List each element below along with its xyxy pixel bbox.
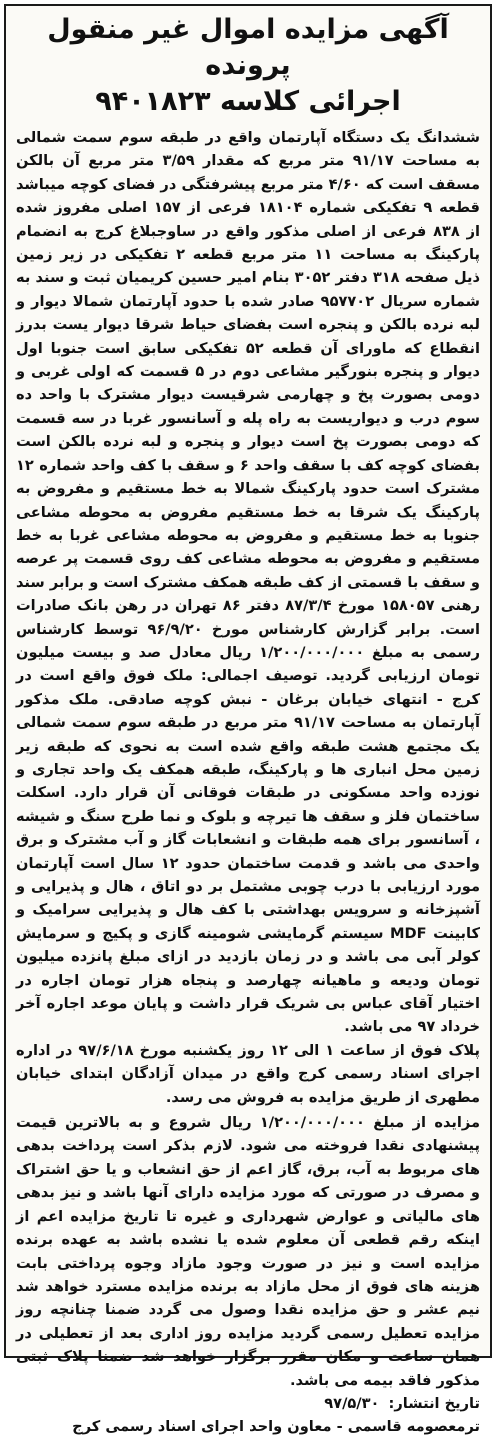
publish-date-label: تاریخ انتشار: <box>388 1394 480 1412</box>
notice-title: آگهی مزایده اموال غیر منقول پرونده <box>47 14 449 81</box>
case-number-title: اجرائی کلاسه ۹۴۰۱۸۲۳ <box>95 86 401 117</box>
publish-date: ۹۷/۵/۳۰ <box>324 1394 380 1412</box>
auction-notice <box>4 4 492 1436</box>
auction-time-paragraph: پلاک فوق از ساعت ۱ الی ۱۲ روز یکشنبه مورخ ۹۷/۶/۱۸ در اداره اجرای اسناد رسمی کرج واقع در میدان آزادگان ابتدای خیابان مطهری از طریق مزایده به فروش می رسد. <box>16 1041 480 1106</box>
publish-date-row <box>16 1392 480 1415</box>
notice-footer <box>6 1392 490 1439</box>
notice-body <box>6 124 490 1392</box>
auction-terms-paragraph: مزایده از مبلغ ۱/۲۰۰/۰۰۰/۰۰۰ ریال شروع و به بالاترین قیمت پیشنهادی نقدا فروخته می شود. لازم بذکر است پرداخت بدهی های مربوط به آب، برق، گاز اعم از حق انشعاب و یا حق اشتراک و مصرف در صورتی که مورد مزایده دارای آنها باشد و نیز بدهی های مالیاتی و عوارض شهرداری و غیره تا تاریخ مزایده اعم از اینکه رقم قطعی آن معلوم شده یا نشده باشد به عهده برنده مزایده است و نیز در صورت وجود مازاد وجوه پرداختی بابت هزینه های فوق از محل مازاد به برنده مزایده مسترد خواهد شد نیم عشر و حق مزایده نقدا وصول می گردد ضمنا چنانچه روز مزایده تعطیل رسمی گردید مزایده روز اداری بعد از تعطیلی در همان ساعت و مکان مقرر برگزار خواهد شد ضمنا پلاک ثبتی مذکور فاقد بیمه می باشد. <box>16 1114 480 1389</box>
notice-header <box>6 6 490 124</box>
signature-line: ترمعصومه قاسمی - معاون واحد اجرای اسناد رسمی کرج <box>72 1418 480 1436</box>
property-description-paragraph: ششدانگ یک دستگاه آپارتمان واقع در طبقه سوم سمت شمالی به مساحت ۹۱/۱۷ متر مربع که مقدار ۳/۵۹ متر مربع آن بالکن مسقف است که ۴/۶۰ متر مربع پیشرفتگی در فضای کوچه میباشد قطعه ۹ تفکیکی شماره ۱۸۱۰۴ فرعی از ۱۵۷ اصلی مفروز شده از ۸۳۸ فرعی از اصلی مذکور واقع در ساوجبلاغ کرج به انضمام پارکینگ به مساحت ۱۱ متر مربع قطعه ۲ تفکیکی در زیر زمین ذیل صفحه ۳۱۸ دفتر ۳۰۵۲ بنام امیر حسین کریمیان ثبت و سند به شماره سریال ۹۵۷۷۰۲ صادر شده با حدود آپارتمان شمالا دیوار و لبه نرده بالکن و پنجره است بفضای حیاط شرقا دیوار یست بدرز انقطاع که ماورای آن قطعه ۵۲ تفکیکی سابق است جنوبا اول دیوار و پنجره بنورگیر مشاعی دوم در ۵ قسمت که اولی غربی و دومی بصورت پخ و چهارمی شرقیست دیوار مشترک با واحد ده سوم درب و دیواریست به راه پله و آسانسور غربا در سه قسمت که دومی بصورت پخ است دیوار و پنجره و لبه نرده بالکن است بفضای کوچه کف با سقف واحد ۶ و سقف با کف واحد شماره ۱۲ مشترک است حدود پارکینگ شمالا به خط مستقیم و مفروض به پارکینگ یک شرقا به خط مستقیم مفروض به محوطه مشاعی جنوبا به خط مستقیم و مفروض به محوطه مشاعی غربا به خط مستقیم و مفروض به محوطه مشاعی کف روی قسمت پر عرصه و سقف با قسمتی از کف طبقه همکف مشترک است و برابر سند رهنی ۱۵۸۰۵۷ مورخ ۸۷/۳/۴ دفتر ۸۶ تهران در رهن بانک صادرات است. برابر گزارش کارشناس مورخ ۹۶/۹/۲۰ توسط کارشناس رسمی به مبلغ ۱/۲۰۰/۰۰۰/۰۰۰ ریال معادل صد و بیست میلیون تومان ارزیابی گردید. توصیف اجمالی: ملک فوق واقع است در کرج - انتهای خیابان برغان - نبش کوچه صادقی. ملک مذکور آپارتمان به مساحت ۹۱/۱۷ متر مربع در طبقه سوم سمت شمالی یک مجتمع هشت طبقه واقع شده است به نحوی که طبقه زیر زمین محل انباری ها و پارکینگ، طبقه همکف یک واحد تجاری و نوزده واحد مسکونی در طبقات فوقانی آن قرار دارد. اسکلت ساختمان فلز و سقف ها تیرچه و بلوک و نما طرح سنگ و شیشه ، آسانسور برای همه طبقات و انشعابات گاز و آب مشترک و برق واحدی می باشد و قدمت ساختمان حدود ۱۲ سال است آپارتمان مورد ارزیابی با درب چوبی مشتمل بر دو اتاق ، هال و پذیرایی و آشپزخانه و سرویس بهداشتی با کف هال و پذیرایی سرامیک و کابینت MDF سیستم گرمایشی شومینه گازی و پکیج و سرمایش کولر آبی می باشد و در زمان بازدید در ازای مبلغ پانزده میلیون تومان ودیعه و ماهیانه چهارصد و پنجاه هزار تومان اجاره در اختیار آقای عباس بی شریک قرار داشت و پایان موعد اجاره آخر خرداد ۹۷ می باشد. <box>16 129 481 1036</box>
